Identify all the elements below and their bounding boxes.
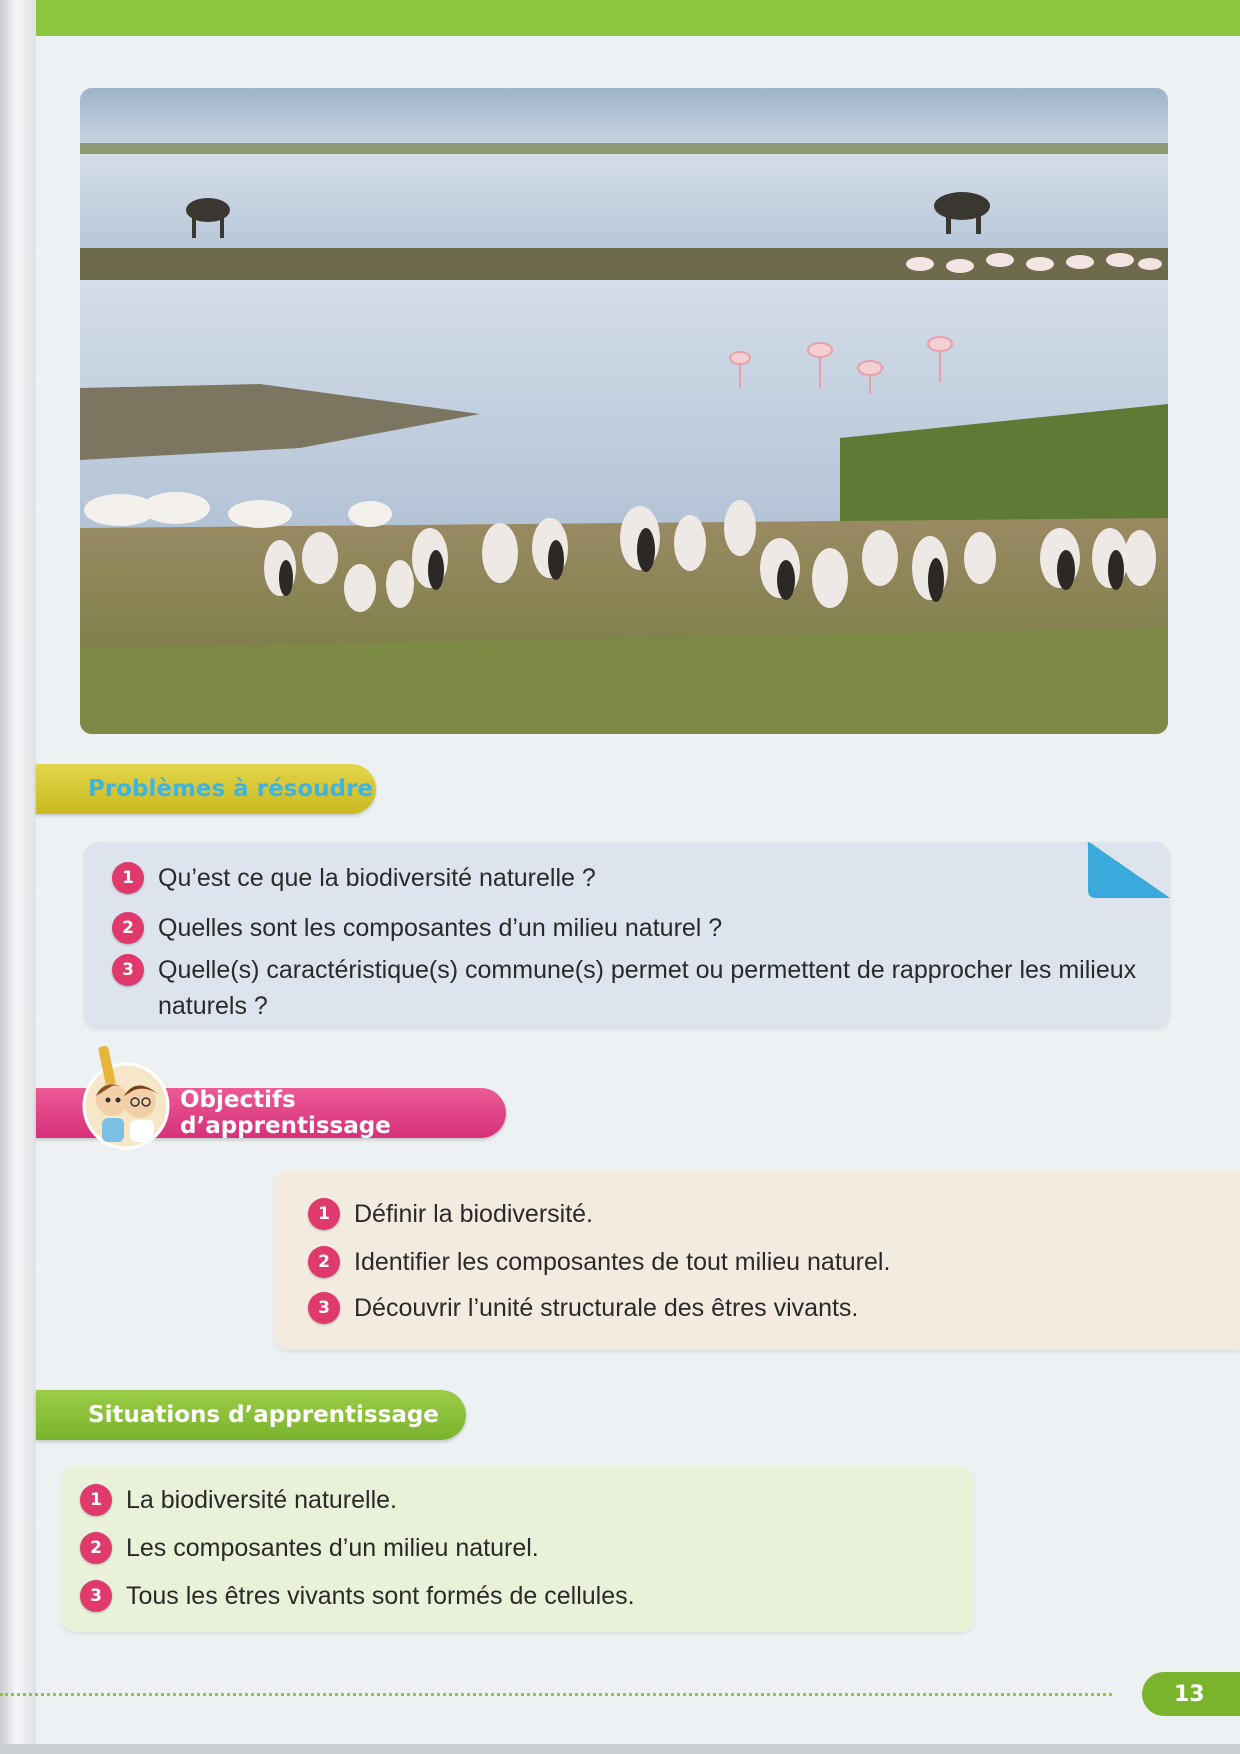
situation-text-1: La biodiversité naturelle. [126, 1486, 397, 1514]
objective-text-1: Définir la biodiversité. [354, 1200, 593, 1228]
situations-heading [36, 1390, 466, 1440]
number-badge: 1 [308, 1198, 340, 1230]
problem-text-1: Qu’est ce que la biodiversité naturelle ? [158, 864, 596, 892]
objective-item-1 [308, 1196, 1208, 1232]
objective-item-3 [308, 1290, 1208, 1326]
top-color-band [0, 0, 1240, 36]
problem-item-3 [112, 952, 1142, 1024]
situation-text-3: Tous les êtres vivants sont formés de cellules. [126, 1582, 635, 1610]
page-number: 13 [1142, 1672, 1240, 1716]
situations-heading-label: Situations d’apprentissage [88, 1402, 439, 1428]
lake-birds-photo [80, 88, 1168, 734]
book-spine [0, 0, 36, 1754]
objective-text-3: Découvrir l’unité structurale des êtres vivants. [354, 1294, 859, 1322]
situation-item-1 [80, 1482, 960, 1518]
number-badge: 3 [80, 1580, 112, 1612]
problems-heading-label: Problèmes à résoudre [88, 776, 373, 802]
problems-heading [36, 764, 376, 814]
mascot-children-pencil-icon [74, 1044, 178, 1150]
situation-item-2 [80, 1530, 960, 1566]
objective-text-2: Identifier les composantes de tout milieu naturel. [354, 1248, 891, 1276]
problem-item-1 [112, 860, 1132, 896]
situation-text-2: Les composantes d’un milieu naturel. [126, 1534, 539, 1562]
number-badge: 1 [80, 1484, 112, 1516]
bottom-edge [0, 1744, 1240, 1754]
number-badge: 2 [308, 1246, 340, 1278]
number-badge: 3 [308, 1292, 340, 1324]
number-badge: 2 [112, 912, 144, 944]
footer-dotted-rule [0, 1693, 1112, 1696]
number-badge: 3 [112, 954, 144, 986]
situation-item-3 [80, 1578, 960, 1614]
number-badge: 2 [80, 1532, 112, 1564]
objectives-heading-label: Objectifs d’apprentissage [180, 1087, 391, 1139]
problem-text-3: Quelle(s) caractéristique(s) commune(s) permet ou permettent de rapprocher les milieux naturels ? [158, 956, 1137, 1020]
problem-text-2: Quelles sont les composantes d’un milieu naturel ? [158, 914, 723, 942]
number-badge: 1 [112, 862, 144, 894]
problem-item-2 [112, 910, 1132, 946]
objective-item-2 [308, 1244, 1208, 1280]
